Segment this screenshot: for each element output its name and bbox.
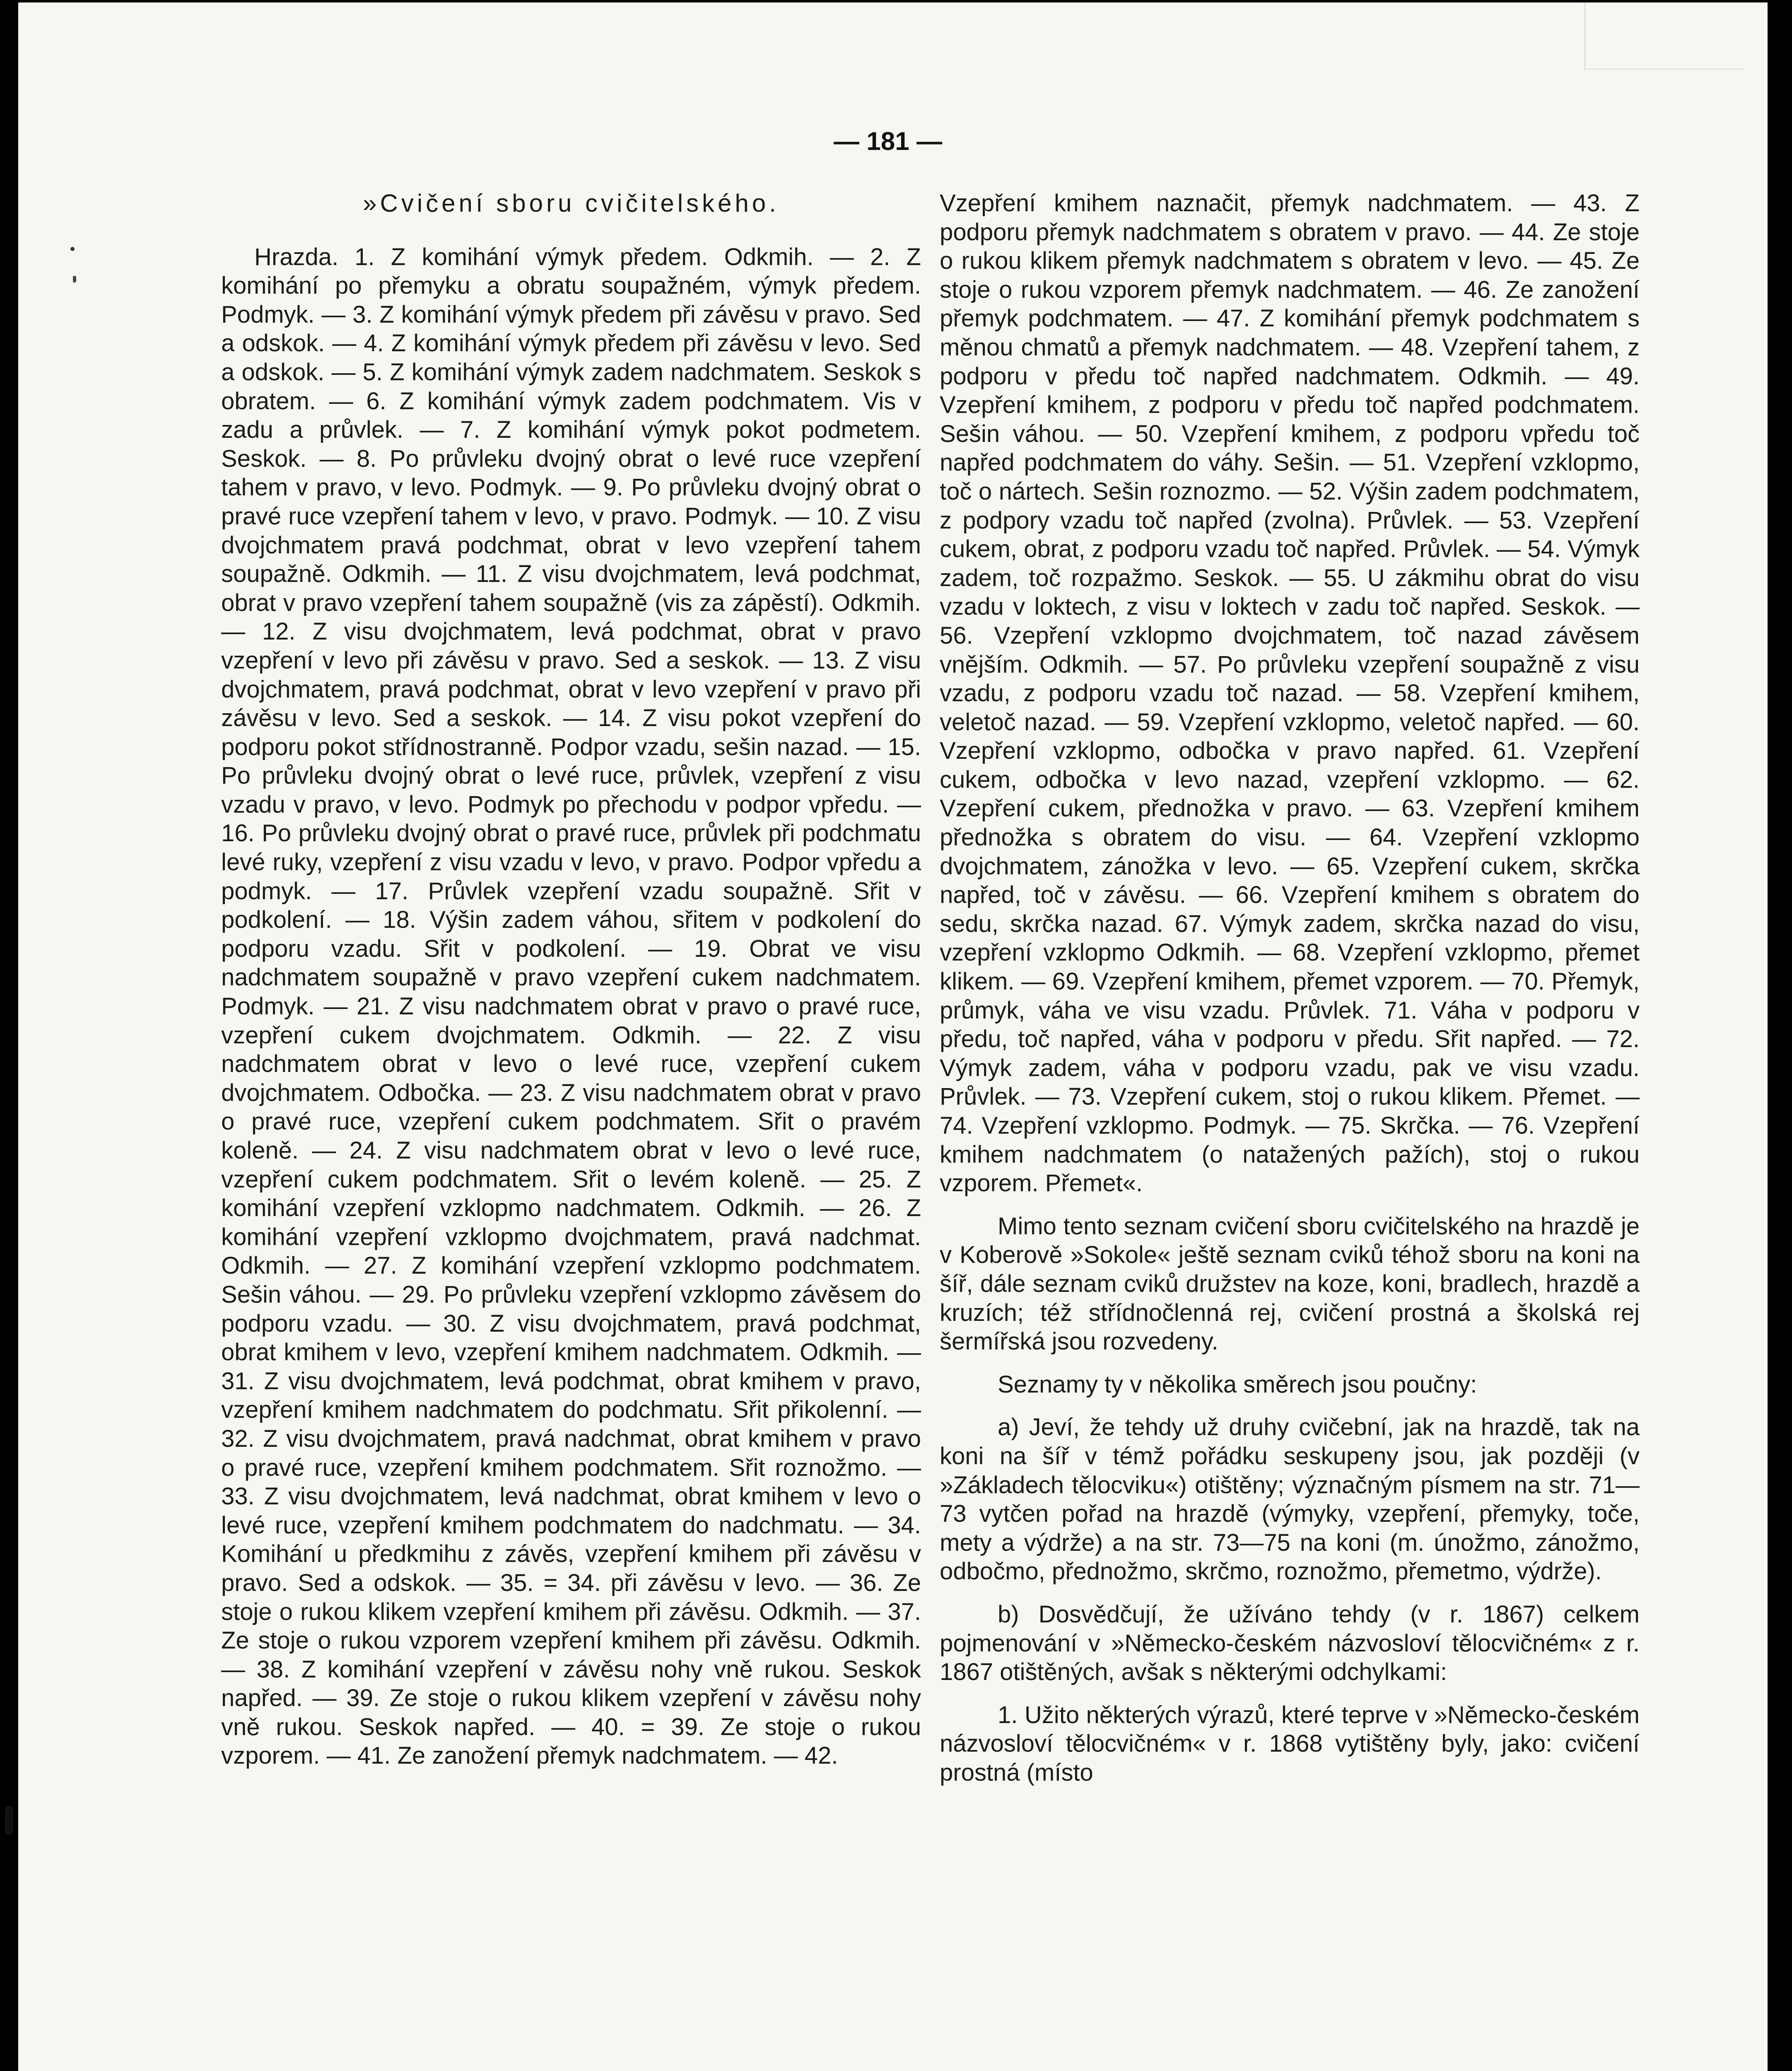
right-paragraph-4: a) Jeví, že tehdy už druhy cvičební, jak na hrazdě, tak na koni na šíř v témž pořádku seskupeny jsou, jak později (v »Základech tělocviku«) otištěny; význačným písmem na str. 71—73 vytčen pořad na hrazdě (výmyky, vzepření, přemyky, toče, mety a výdrže) a na str. 73—75 na koni (m. únožmo, zánožmo, odbočmo, přednožmo, skrčmo, roznožmo, přemetmo, výdrže). — [940, 1414, 1640, 1585]
left-margin-mark — [5, 1806, 13, 1835]
page-number: — 181 — — [834, 127, 942, 156]
page — [18, 2, 1768, 2071]
right-paragraph-1: Vzepření kmihem naznačit, přemyk nadchmatem. — 43. Z podporu přemyk nadchmatem s obratem v pravo. — 44. Ze stoje o rukou klikem přemyk nadchmatem s obratem v levo. — 45. Ze stoje o rukou vzporem přemyk nadchmatem. — 46. Ze zanožení přemyk podchmatem. — 47. Z komihání přemyk podchmatem s měnou chmatů a přemyk nadchmatem. — 48. Vzepření tahem, z podporu v předu toč napřed nadchmatem. Odkmih. — 49. Vzepření kmihem, z podporu v předu toč napřed podchmatem. Sešin váhou. — 50. Vzepření kmihem, z podporu vpředu toč napřed podchmatem do váhy. Sešin. — 51. Vzepření vzklopmo, toč o nártech. Sešin roznozmo. — 52. Výšin zadem podchmatem, z podpory vzadu toč napřed (zvolna). Průvlek. — 53. Vzepření cukem, obrat, z podporu vzadu toč napřed. Průvlek. — 54. Výmyk zadem, toč rozpažmo. Seskok. — 55. U zákmihu obrat do visu vzadu v loktech, z visu v loktech v zadu toč napřed. Seskok. — 56. Vzepření vzklopmo dvojchmatem, toč nazad závěsem vnějším. Odkmih. — 57. Po průvleku vzepření soupažně z visu vzadu, z podporu vzadu toč nazad. — 58. Vzepření kmihem, veletoč nazad. — 59. Vzepření vzklopmo, veletoč napřed. — 60. Vzepření vzklopmo, odbočka v pravo napřed. 61. Vzepření cukem, odbočka v levo nazad, vzepření vzklopmo. — 62. Vzepření cukem, přednožka v pravo. — 63. Vzepření kmihem přednožka s obratem do visu. — 64. Vzepření vzklopmo dvojchmatem, zánožka v levo. — 65. Vzepření cukem, skrčka napřed, toč v závěsu. — 66. Vzepření kmihem s obratem do sedu, skrčka nazad. 67. Výmyk zadem, skrčka nazad do visu, vzepření vzklopmo Odkmih. — 68. Vzepření vzklopmo, přemet klikem. — 69. Vzepření kmihem, přemet vzporem. — 70. Přemyk, průmyk, váha ve visu vzadu. Průvlek. 71. Váha v podporu v předu, toč napřed, váha v podporu v předu. Sřit napřed. — 72. Výmyk zadem, váha v podporu vzadu, pak ve visu vzadu. Průvlek. — 73. Vzepření cukem, stoj o rukou klikem. Přemet. — 74. Vzepření vzklopmo. Podmyk. — 75. Skrčka. — 76. Vzepření kmihem nadchmatem (o natažených pažích), stoj o rukou vzporem. Přemet«. — [940, 190, 1640, 1197]
left-column — [221, 189, 921, 1770]
sheet-edge-decoration — [1585, 2, 1743, 70]
section-heading: »Cvičení sboru cvičitelského. — [363, 189, 779, 217]
right-paragraph-3: Seznamy ty v několika směrech jsou poučny: — [998, 1371, 1477, 1398]
margin-tick — [73, 276, 76, 282]
right-column — [940, 189, 1640, 1787]
right-paragraph-6: 1. Užito některých výrazů, které teprve v »Německo-českém názvosloví tělocvičném« v r. 1868 vytištěny byly, jako: cvičení prostná (místo — [940, 1701, 1640, 1786]
right-paragraph-5: b) Dosvědčují, že užíváno tehdy (v r. 1867) celkem pojmenování v »Německo-českém názvosloví tělocvičném« z r. 1867 otištěných, avšak s některými odchylkami: — [940, 1600, 1640, 1686]
margin-dot — [70, 247, 75, 251]
right-paragraph-2: Mimo tento seznam cvičení sboru cvičitelského na hrazdě je v Koberově »Sokole« ještě seznam cviků téhož sboru na koni na šíř, dále seznam cviků družstev na koze, koni, bradlech, hrazdě a kruzích; též střídnočlenná rej, cvičení prostná a školská rej šermířská jsou rozvedeny. — [940, 1212, 1640, 1355]
left-paragraph: Hrazda. 1. Z komihání výmyk předem. Odkmih. — 2. Z komihání po přemyku a obratu soupažném, výmyk předem. Podmyk. — 3. Z komihání výmyk předem při závěsu v pravo. Sed a odskok. — 4. Z komihání výmyk předem při závěsu v levo. Sed a odskok. — 5. Z komihání výmyk zadem nadchmatem. Seskok s obratem. — 6. Z komihání výmyk zadem podchmatem. Vis v zadu a průvlek. — 7. Z komihání výmyk pokot podmetem. Seskok. — 8. Po průvleku dvojný obrat o levé ruce vzepření tahem v pravo, v levo. Podmyk. — 9. Po průvleku dvojný obrat o pravé ruce vzepření tahem v levo, v pravo. Podmyk. — 10. Z visu dvojchmatem pravá podchmat, obrat v levo vzepření tahem soupažně. Odkmih. — 11. Z visu dvojchmatem, levá podchmat, obrat v pravo vzepření tahem soupažně (vis za zápěstí). Odkmih. — 12. Z visu dvojchmatem, levá podchmat, obrat v pravo vzepření v levo při závěsu v pravo. Sed a seskok. — 13. Z visu dvojchmatem, pravá podchmat, obrat v levo vzepření v pravo při závěsu v levo. Sed a seskok. — 14. Z visu pokot vzepření do podporu pokot střídnostranně. Podpor vzadu, sešin nazad. — 15. Po průvleku dvojný obrat o levé ruce, průvlek, vzepření z visu vzadu v pravo, v levo. Podmyk po přechodu v podpor vpředu. — 16. Po průvleku dvojný obrat o pravé ruce, průvlek při podchmatu levé ruky, vzepření z visu vzadu v levo, v pravo. Podpor vpředu a podmyk. — 17. Průvlek vzepření vzadu soupažně. Sřit v podkolení. — 18. Výšin zadem váhou, sřitem v podkolení do podporu vzadu. Sřit v podkolení. — 19. Obrat ve visu nadchmatem soupažně v pravo vzepření cukem nadchmatem. Podmyk. — 21. Z visu nadchmatem obrat v pravo o pravé ruce, vzepření cukem dvojchmatem. Odkmih. — 22. Z visu nadchmatem obrat v levo o levé ruce, vzepření cukem dvojchmatem. Odbočka. — 23. Z visu nadchmatem obrat v pravo o pravé ruce, vzepření cukem podchmatem. Sřit o pravém koleně. — 24. Z visu nadchmatem obrat v levo o levé ruce, vzepření cukem podchmatem. Sřit o levém koleně. — 25. Z komihání vzepření vzklopmo nadchmatem. Odkmih. — 26. Z komihání vzepření vzklopmo dvojchmatem, pravá nadchmat. Odkmih. — 27. Z komihání vzepření vzklopmo podchmatem. Sešin váhou. — 29. Po průvleku vzepření vzklopmo závěsem do podporu vzadu. — 30. Z visu dvojchmatem, pravá podchmat, obrat kmihem v levo, vzepření kmihem nadchmatem. Odkmih. — 31. Z visu dvojchmatem, levá podchmat, obrat kmihem v pravo, vzepření kmihem nadchmatem do podchmatu. Sřit přikolenní. — 32. Z visu dvojchmatem, pravá nadchmat, obrat kmihem v pravo o pravé ruce, vzepření kmihem podchmatem. Sřit roznožmo. — 33. Z visu dvojchmatem, levá nadchmat, obrat kmihem v levo o levé ruce, vzepření kmihem podchmatem do nadchmatu. — 34. Komihání u předkmihu z závěs, vzepření kmihem při závěsu v pravo. Sed a odskok. — 35. = 34. při závěsu v levo. — 36. Ze stoje o rukou klikem vzepření kmihem při závěsu. Odkmih. — 37. Ze stoje o rukou vzporem vzepření kmihem při závěsu. Odkmih. — 38. Z komihání vzepření v závěsu nohy vně rukou. Seskok napřed. — 39. Ze stoje o rukou klikem vzepření v závěsu nohy vně rukou. Seskok napřed. — 40. = 39. Ze stoje o rukou vzporem. — 41. Ze zanožení přemyk nadchmatem. — 42. — [221, 243, 921, 1769]
